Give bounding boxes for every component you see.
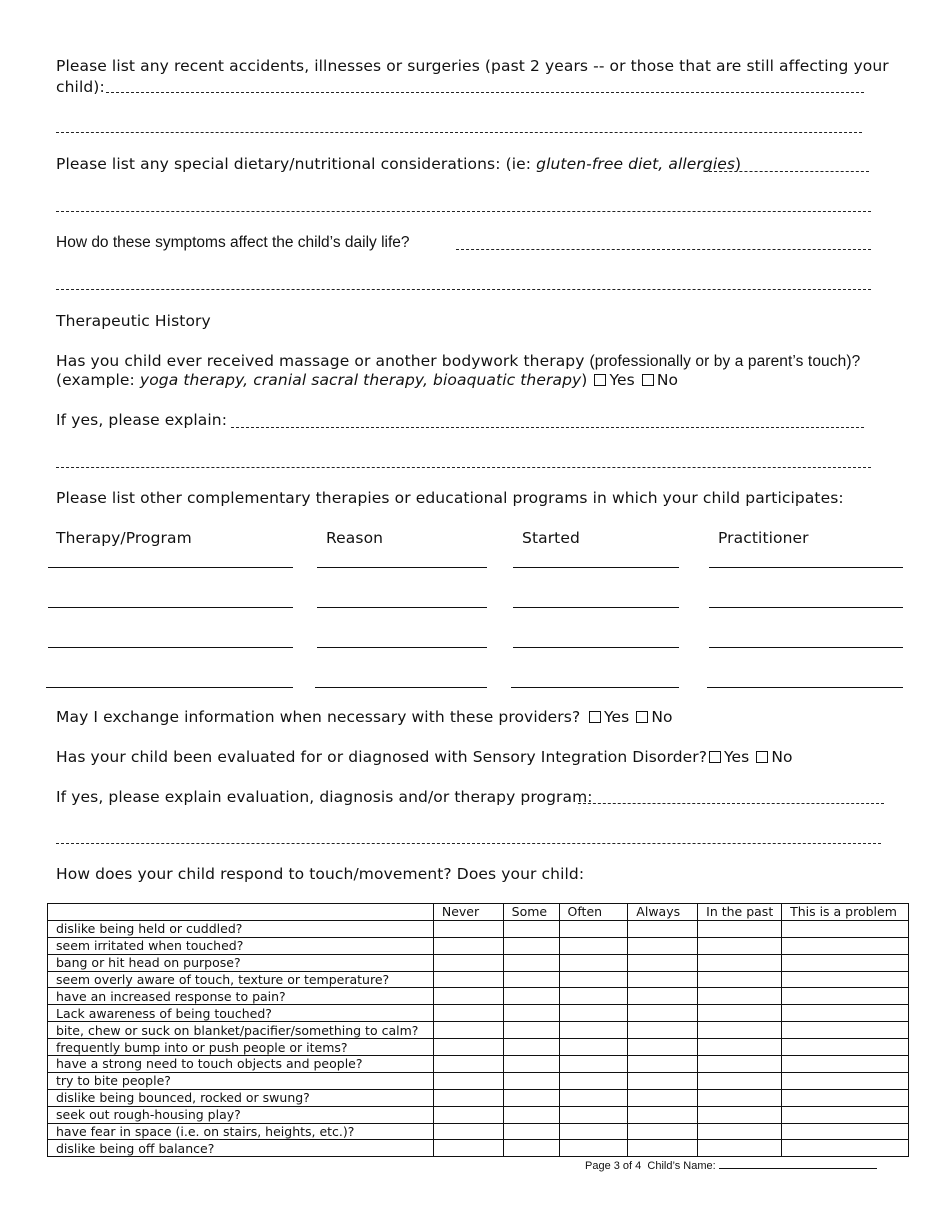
- often-cell[interactable]: [559, 1106, 628, 1123]
- started-line-3[interactable]: [513, 647, 679, 648]
- accidents-answer-line-2[interactable]: [56, 130, 862, 133]
- never-cell[interactable]: [433, 1056, 503, 1073]
- problem-cell[interactable]: [782, 937, 909, 954]
- some-cell[interactable]: [503, 954, 559, 971]
- bodywork-no-checkbox[interactable]: [642, 374, 654, 386]
- always-cell[interactable]: [628, 1005, 698, 1022]
- often-cell[interactable]: [559, 1089, 628, 1106]
- problem-cell[interactable]: [782, 1089, 909, 1106]
- often-cell[interactable]: [559, 1005, 628, 1022]
- behavior-label: seek out rough-housing play?: [48, 1106, 434, 1123]
- bodywork-examples: yoga therapy, cranial sacral therapy, bioaquatic therapy: [139, 371, 582, 389]
- always-cell[interactable]: [628, 988, 698, 1005]
- therapeutic-history-heading: Therapeutic History: [56, 312, 211, 330]
- dietary-question: [56, 154, 741, 174]
- sid-no-checkbox[interactable]: [756, 751, 768, 763]
- never-cell[interactable]: [433, 1022, 503, 1039]
- exchange-info-options: [587, 707, 673, 727]
- table-row: [48, 1106, 909, 1123]
- often-cell[interactable]: [559, 1072, 628, 1089]
- table-row: [48, 1022, 909, 1039]
- exchange-no-checkbox[interactable]: [636, 711, 648, 723]
- behavior-label: bite, chew or suck on blanket/pacifier/something to calm?: [48, 1022, 434, 1039]
- started-line-2[interactable]: [513, 607, 679, 608]
- never-cell[interactable]: [433, 1089, 503, 1106]
- problem-header: This is a problem: [782, 904, 909, 921]
- often-cell[interactable]: [559, 920, 628, 937]
- some-cell[interactable]: [503, 971, 559, 988]
- in-the-past-cell[interactable]: [698, 1140, 782, 1157]
- accidents-question-line1: Please list any recent accidents, illnesses or surgeries (past 2 years -- or those that are still affecting your: [56, 57, 889, 75]
- accidents-question-line2: child):: [56, 78, 105, 96]
- problem-cell[interactable]: [782, 1039, 909, 1056]
- in-the-past-cell[interactable]: [698, 937, 782, 954]
- some-cell[interactable]: [503, 1089, 559, 1106]
- therapy-program-line-2[interactable]: [48, 607, 293, 608]
- often-cell[interactable]: [559, 988, 628, 1005]
- in-the-past-cell[interactable]: [698, 1056, 782, 1073]
- in-the-past-cell[interactable]: [698, 1106, 782, 1123]
- touch-response-table: [47, 903, 909, 1157]
- problem-cell[interactable]: [782, 1022, 909, 1039]
- exchange-no-label: No: [651, 708, 673, 726]
- table-row: [48, 1005, 909, 1022]
- started-header: Started: [522, 529, 580, 547]
- never-cell[interactable]: [433, 1039, 503, 1056]
- problem-cell[interactable]: [782, 1056, 909, 1073]
- never-cell[interactable]: [433, 1106, 503, 1123]
- some-cell[interactable]: [503, 1039, 559, 1056]
- some-cell[interactable]: [503, 1106, 559, 1123]
- bodywork-question-line1: [56, 351, 860, 372]
- bodywork-yes-checkbox[interactable]: [594, 374, 606, 386]
- behavior-label: dislike being bounced, rocked or swung?: [48, 1089, 434, 1106]
- some-cell[interactable]: [503, 1140, 559, 1157]
- always-header: Always: [628, 904, 698, 921]
- always-cell[interactable]: [628, 1089, 698, 1106]
- reason-line-2[interactable]: [317, 607, 487, 608]
- in-the-past-cell[interactable]: [698, 1072, 782, 1089]
- never-cell[interactable]: [433, 954, 503, 971]
- always-cell[interactable]: [628, 1106, 698, 1123]
- never-cell[interactable]: [433, 971, 503, 988]
- always-cell[interactable]: [628, 920, 698, 937]
- in-the-past-cell[interactable]: [698, 1123, 782, 1140]
- evaluation-answer-line-1[interactable]: [578, 801, 884, 804]
- problem-cell[interactable]: [782, 954, 909, 971]
- some-cell[interactable]: [503, 1072, 559, 1089]
- sid-no-label: No: [771, 748, 793, 766]
- never-cell[interactable]: [433, 1072, 503, 1089]
- problem-cell[interactable]: [782, 1005, 909, 1022]
- often-cell[interactable]: [559, 1056, 628, 1073]
- in-the-past-cell[interactable]: [698, 920, 782, 937]
- behavior-header: [48, 904, 434, 921]
- table-row: [48, 1123, 909, 1140]
- often-header: Often: [559, 904, 628, 921]
- problem-cell[interactable]: [782, 1140, 909, 1157]
- therapy-program-line-3[interactable]: [48, 647, 293, 648]
- behavior-label: dislike being off balance?: [48, 1140, 434, 1157]
- bodywork-question-line2: [56, 370, 678, 390]
- behavior-label: have a strong need to touch objects and people?: [48, 1056, 434, 1073]
- evaluation-answer-line-2[interactable]: [56, 841, 881, 844]
- bodywork-example-label: (example:: [56, 371, 140, 389]
- daily-life-answer-line-2[interactable]: [56, 287, 871, 290]
- practitioner-line-4[interactable]: [707, 687, 903, 688]
- behavior-label: have fear in space (i.e. on stairs, heights, etc.)?: [48, 1123, 434, 1140]
- in-the-past-cell[interactable]: [698, 1089, 782, 1106]
- child-name-label: Child’s Name:: [647, 1160, 716, 1172]
- response-header-row: [48, 904, 909, 921]
- never-cell[interactable]: [433, 1140, 503, 1157]
- behavior-label: seem irritated when touched?: [48, 937, 434, 954]
- touch-response-question: How does your child respond to touch/movement? Does your child:: [56, 865, 585, 883]
- table-row: [48, 954, 909, 971]
- practitioner-header: Practitioner: [718, 529, 809, 547]
- never-cell[interactable]: [433, 1123, 503, 1140]
- some-cell[interactable]: [503, 1123, 559, 1140]
- sid-question: Has your child been evaluated for or diagnosed with Sensory Integration Disorder?: [56, 748, 708, 766]
- problem-cell[interactable]: [782, 971, 909, 988]
- always-cell[interactable]: [628, 954, 698, 971]
- often-cell[interactable]: [559, 937, 628, 954]
- in-the-past-cell[interactable]: [698, 971, 782, 988]
- behavior-label: try to bite people?: [48, 1072, 434, 1089]
- dietary-question-close: ): [735, 155, 742, 173]
- dietary-question-text: Please list any special dietary/nutritional considerations: (ie:: [56, 155, 537, 173]
- always-cell[interactable]: [628, 1056, 698, 1073]
- started-line-1[interactable]: [513, 567, 679, 568]
- therapy-program-header: Therapy/Program: [56, 529, 192, 547]
- some-cell[interactable]: [503, 988, 559, 1005]
- bodywork-question-text: Has you child ever received massage or another bodywork therapy: [56, 352, 590, 370]
- often-cell[interactable]: [559, 1140, 628, 1157]
- never-cell[interactable]: [433, 937, 503, 954]
- page-number: Page 3 of 4: [585, 1160, 642, 1172]
- sid-options: [707, 747, 793, 767]
- often-cell[interactable]: [559, 1039, 628, 1056]
- never-cell[interactable]: [433, 1005, 503, 1022]
- exchange-yes-label: Yes: [604, 708, 630, 726]
- reason-header: Reason: [326, 529, 384, 547]
- some-header: Some: [503, 904, 559, 921]
- dietary-examples: gluten-free diet, allergies: [536, 155, 736, 173]
- some-cell[interactable]: [503, 937, 559, 954]
- therapy-program-line-1[interactable]: [48, 567, 293, 568]
- table-row: [48, 1089, 909, 1106]
- table-row: [48, 988, 909, 1005]
- bodywork-no-label: No: [656, 371, 679, 389]
- bodywork-explain-line-2[interactable]: [56, 465, 871, 468]
- sid-yes-checkbox[interactable]: [709, 751, 721, 763]
- some-cell[interactable]: [503, 920, 559, 937]
- always-cell[interactable]: [628, 971, 698, 988]
- dietary-answer-line-1[interactable]: [709, 169, 869, 172]
- exchange-info-question: May I exchange information when necessary with these providers?: [56, 708, 581, 726]
- table-row: [48, 1056, 909, 1073]
- bodywork-example-close: ): [581, 371, 588, 389]
- reason-line-1[interactable]: [317, 567, 487, 568]
- child-name-field[interactable]: [719, 1159, 877, 1169]
- in-the-past-cell[interactable]: [698, 1039, 782, 1056]
- never-cell[interactable]: [433, 988, 503, 1005]
- bodywork-explain-label: If yes, please explain:: [56, 411, 228, 429]
- some-cell[interactable]: [503, 1005, 559, 1022]
- behavior-label: frequently bump into or push people or items?: [48, 1039, 434, 1056]
- problem-cell[interactable]: [782, 920, 909, 937]
- in-the-past-cell[interactable]: [698, 954, 782, 971]
- practitioner-line-2[interactable]: [709, 607, 903, 608]
- bodywork-yes-label: Yes: [609, 371, 635, 389]
- reason-line-3[interactable]: [317, 647, 487, 648]
- behavior-label: seem overly aware of touch, texture or temperature?: [48, 971, 434, 988]
- some-cell[interactable]: [503, 1056, 559, 1073]
- table-row: [48, 1140, 909, 1157]
- never-cell[interactable]: [433, 920, 503, 937]
- table-row: [48, 937, 909, 954]
- always-cell[interactable]: [628, 1072, 698, 1089]
- always-cell[interactable]: [628, 1140, 698, 1157]
- never-header: Never: [433, 904, 503, 921]
- often-cell[interactable]: [559, 1123, 628, 1140]
- behavior-label: have an increased response to pain?: [48, 988, 434, 1005]
- dietary-answer-line-2[interactable]: [56, 209, 871, 212]
- in-the-past-header: In the past: [698, 904, 782, 921]
- started-line-4[interactable]: [511, 687, 679, 688]
- table-row: [48, 971, 909, 988]
- daily-life-answer-line-1[interactable]: [456, 247, 871, 250]
- behavior-label: dislike being held or cuddled?: [48, 920, 434, 937]
- evaluation-explain-label: If yes, please explain evaluation, diagnosis and/or therapy program:: [56, 788, 593, 806]
- problem-cell[interactable]: [782, 1072, 909, 1089]
- behavior-label: Lack awareness of being touched?: [48, 1005, 434, 1022]
- sid-yes-label: Yes: [724, 748, 750, 766]
- table-row: [48, 1072, 909, 1089]
- some-cell[interactable]: [503, 1022, 559, 1039]
- practitioner-line-1[interactable]: [709, 567, 903, 568]
- exchange-yes-checkbox[interactable]: [589, 711, 601, 723]
- behavior-label: bang or hit head on purpose?: [48, 954, 434, 971]
- practitioner-line-3[interactable]: [709, 647, 903, 648]
- table-row: [48, 1039, 909, 1056]
- problem-cell[interactable]: [782, 1106, 909, 1123]
- bodywork-explain-line-1[interactable]: [231, 425, 864, 428]
- problem-cell[interactable]: [782, 1123, 909, 1140]
- often-cell[interactable]: [559, 971, 628, 988]
- bodywork-question-clarifier: (professionally or by a parent’s touch)?: [589, 353, 861, 370]
- in-the-past-cell[interactable]: [698, 1022, 782, 1039]
- always-cell[interactable]: [628, 1123, 698, 1140]
- page-footer: [585, 1159, 877, 1172]
- always-cell[interactable]: [628, 937, 698, 954]
- therapy-program-line-4[interactable]: [46, 687, 293, 688]
- accidents-answer-line-1[interactable]: [106, 90, 864, 93]
- often-cell[interactable]: [559, 954, 628, 971]
- always-cell[interactable]: [628, 1022, 698, 1039]
- problem-cell[interactable]: [782, 988, 909, 1005]
- always-cell[interactable]: [628, 1039, 698, 1056]
- table-row: [48, 920, 909, 937]
- therapies-question: Please list other complementary therapies or educational programs in which your child participates:: [56, 489, 844, 507]
- daily-life-question: How do these symptoms affect the child’s daily life?: [56, 234, 410, 251]
- reason-line-4[interactable]: [315, 687, 487, 688]
- in-the-past-cell[interactable]: [698, 1005, 782, 1022]
- often-cell[interactable]: [559, 1022, 628, 1039]
- in-the-past-cell[interactable]: [698, 988, 782, 1005]
